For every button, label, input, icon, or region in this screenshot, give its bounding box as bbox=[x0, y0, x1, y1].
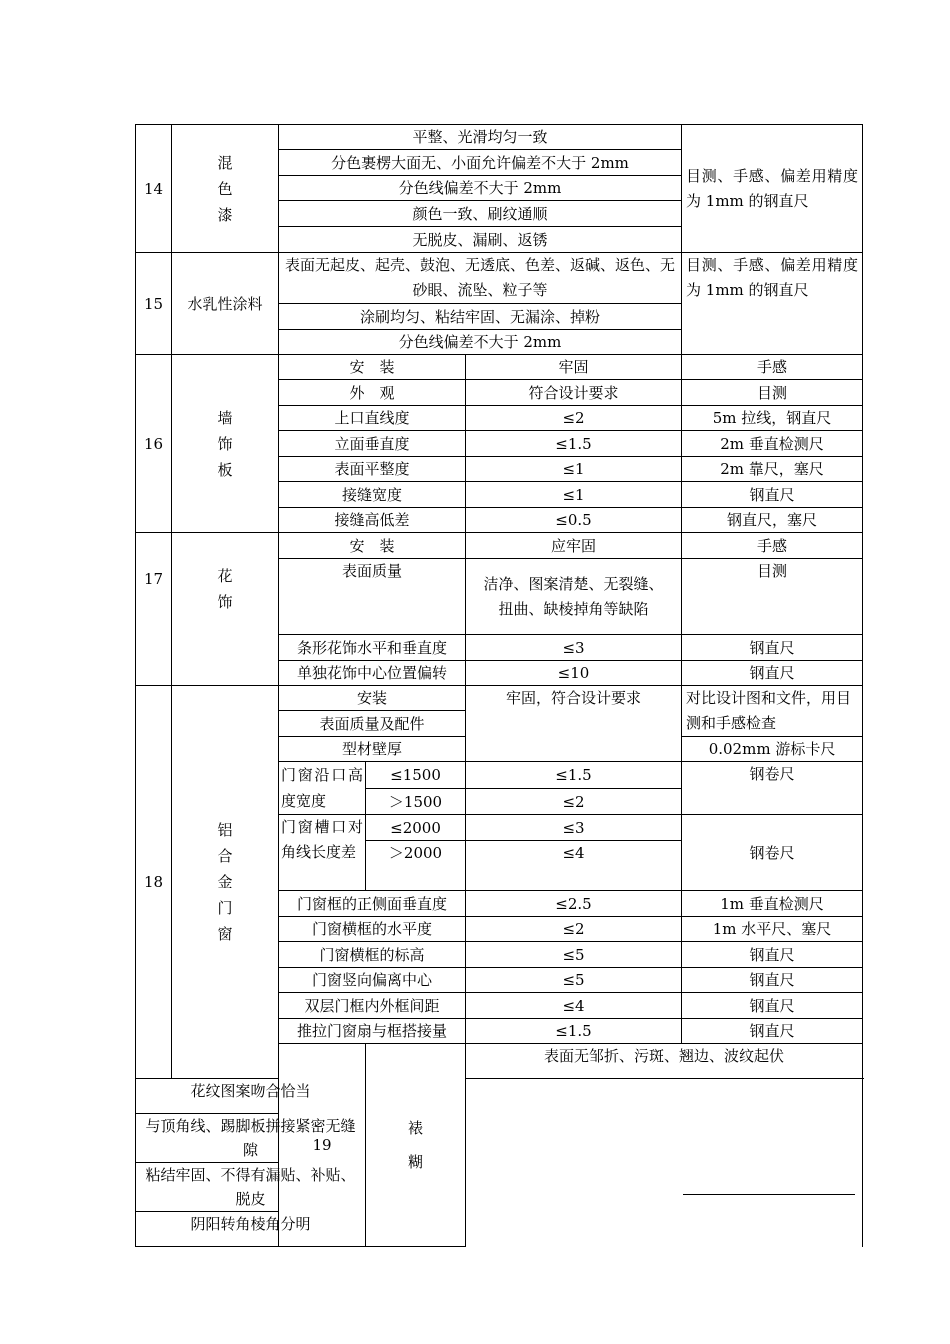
check-item: 门窗槽口对角线长度差 bbox=[279, 815, 366, 891]
inspection-method: 钢直尺，塞尺 bbox=[682, 508, 863, 533]
standard: 应牢固 bbox=[466, 533, 682, 559]
method-divider-line bbox=[683, 1194, 855, 1195]
check-item: 门窗横框的标高 bbox=[279, 942, 466, 968]
requirement: 分色裹楞大面无、小面允许偏差不大于 2mm bbox=[279, 150, 682, 176]
check-item: 安 装 bbox=[279, 533, 466, 559]
inspection-method: 5m 拉线，钢直尺 bbox=[682, 406, 863, 431]
row-number: 17 bbox=[136, 533, 172, 686]
item-name bbox=[172, 686, 279, 1079]
standard: ≤3 bbox=[466, 635, 682, 661]
requirement: 分色线偏差不大于 2mm bbox=[279, 330, 682, 355]
standard: ≤3 bbox=[466, 815, 682, 841]
standard: ≤1.5 bbox=[466, 431, 682, 457]
inspection-method: 钢卷尺 bbox=[682, 815, 863, 891]
item-name bbox=[172, 125, 279, 253]
row-number: 16 bbox=[136, 355, 172, 533]
check-item: 立面垂直度 bbox=[279, 431, 466, 457]
inspection-method: 钢直尺 bbox=[682, 482, 863, 508]
standard: 洁净、图案清楚、无裂缝、扭曲、缺棱掉角等缺陷 bbox=[466, 559, 682, 635]
standard: 牢固，符合设计要求 bbox=[466, 686, 682, 762]
range: ＞1500 bbox=[366, 789, 466, 815]
requirement: 表面无邹折、污斑、翘边、波纹起伏 bbox=[466, 1044, 863, 1079]
check-item: 安 装 bbox=[279, 355, 466, 380]
requirement: 分色线偏差不大于 2mm bbox=[279, 176, 682, 201]
inspection-method: 钢直尺 bbox=[682, 993, 863, 1019]
standard: ≤10 bbox=[466, 661, 682, 686]
check-item: 表面平整度 bbox=[279, 457, 466, 482]
range: ≤2000 bbox=[366, 815, 466, 841]
check-item: 门窗竖向偏离中心 bbox=[279, 968, 466, 993]
inspection-table bbox=[135, 124, 863, 1247]
standard: ≤1 bbox=[466, 457, 682, 482]
standard: ≤2 bbox=[466, 789, 682, 815]
row-number: 15 bbox=[136, 253, 172, 355]
inspection-method: 目测 bbox=[682, 380, 863, 406]
item-name-text: 裱 bbox=[407, 1119, 423, 1137]
standard: ≤2.5 bbox=[466, 891, 682, 917]
range: ＞2000 bbox=[366, 841, 466, 891]
check-item: 表面质量 bbox=[279, 559, 466, 635]
check-item: 门窗框的正侧面垂直度 bbox=[279, 891, 466, 917]
requirement: 与顶角线、踢脚板拼接紧密无缝隙 bbox=[136, 1114, 366, 1163]
row-number: 14 bbox=[136, 125, 172, 253]
row-number: 19 bbox=[279, 1044, 366, 1247]
inspection-method: 1m 垂直检测尺 bbox=[682, 891, 863, 917]
standard: ≤1 bbox=[466, 482, 682, 508]
inspection-method: 对比设计图和文件，用目测和手感检查 bbox=[682, 686, 863, 737]
item-name-text: 花饰 bbox=[217, 567, 233, 611]
requirement: 无脱皮、漏刷、返锈 bbox=[279, 227, 682, 253]
requirement: 颜色一致、刷纹通顺 bbox=[279, 201, 682, 227]
inspection-method: 1m 水平尺、塞尺 bbox=[682, 917, 863, 942]
standard: 牢固 bbox=[466, 355, 682, 380]
requirement: 涂刷均匀、粘结牢固、无漏涂、掉粉 bbox=[279, 304, 682, 330]
inspection-method: 目测、手感、偏差用精度为 1mm 的钢直尺 bbox=[682, 125, 863, 253]
check-item: 单独花饰中心位置偏转 bbox=[279, 661, 466, 686]
item-name-text: 糊 bbox=[407, 1153, 423, 1171]
inspection-method: 手感 bbox=[682, 355, 863, 380]
requirement: 平整、光滑均匀一致 bbox=[279, 125, 682, 150]
inspection-method: 2m 垂直检测尺 bbox=[682, 431, 863, 457]
inspection-method: 手感 bbox=[682, 533, 863, 559]
item-name bbox=[172, 533, 279, 686]
check-item: 外 观 bbox=[279, 380, 466, 406]
standard: ≤2 bbox=[466, 406, 682, 431]
check-item: 接缝宽度 bbox=[279, 482, 466, 508]
standard: ≤0.5 bbox=[466, 508, 682, 533]
inspection-method: 目测 bbox=[682, 559, 863, 635]
standard: ≤4 bbox=[466, 993, 682, 1019]
requirement: 粘结牢固、不得有漏贴、补贴、脱皮 bbox=[136, 1163, 366, 1212]
inspection-method: 钢直尺 bbox=[682, 968, 863, 993]
item-name: 水乳性涂料 bbox=[172, 253, 279, 355]
inspection-method: 钢卷尺 bbox=[682, 762, 863, 815]
check-item: 安装 bbox=[279, 686, 466, 711]
item-name-text: 铝合金门窗 bbox=[217, 821, 233, 943]
item-name bbox=[172, 355, 279, 533]
check-item: 推拉门窗扇与框搭接量 bbox=[279, 1019, 466, 1044]
requirement: 表面无起皮、起壳、鼓泡、无透底、色差、返碱、返色、无砂眼、流坠、粒子等 bbox=[279, 253, 682, 304]
standard: ≤5 bbox=[466, 968, 682, 993]
inspection-method: 0.02mm 游标卡尺 bbox=[682, 737, 863, 762]
inspection-method: 钢直尺 bbox=[682, 942, 863, 968]
row-number: 18 bbox=[136, 686, 172, 1079]
check-item: 接缝高低差 bbox=[279, 508, 466, 533]
standard: ≤1.5 bbox=[466, 762, 682, 789]
standard: ≤2 bbox=[466, 917, 682, 942]
inspection-method: 2m 靠尺，塞尺 bbox=[682, 457, 863, 482]
item-name bbox=[366, 1044, 466, 1247]
check-item: 门窗横框的水平度 bbox=[279, 917, 466, 942]
check-item: 条形花饰水平和垂直度 bbox=[279, 635, 466, 661]
standard: ≤1.5 bbox=[466, 1019, 682, 1044]
item-name-text: 混色漆 bbox=[217, 153, 233, 224]
check-item: 双层门框内外框间距 bbox=[279, 993, 466, 1019]
inspection-method: 钢直尺 bbox=[682, 635, 863, 661]
standard: ≤4 bbox=[466, 841, 682, 891]
standard: 符合设计要求 bbox=[466, 380, 682, 406]
inspection-method: 钢直尺 bbox=[682, 1019, 863, 1044]
requirement: 阴阳转角棱角分明 bbox=[136, 1212, 366, 1247]
check-item: 表面质量及配件 bbox=[279, 711, 466, 737]
inspection-method: 目测、手感、偏差用精度为 1mm 的钢直尺 bbox=[682, 253, 863, 355]
range: ≤1500 bbox=[366, 762, 466, 789]
check-item: 上口直线度 bbox=[279, 406, 466, 431]
standard: ≤5 bbox=[466, 942, 682, 968]
item-name-text: 墙饰板 bbox=[217, 408, 233, 479]
check-item: 型材壁厚 bbox=[279, 737, 466, 762]
check-item: 门窗沿口高度宽度 bbox=[279, 762, 366, 815]
requirement: 花纹图案吻合恰当 bbox=[136, 1079, 366, 1114]
inspection-method: 钢直尺 bbox=[682, 661, 863, 686]
